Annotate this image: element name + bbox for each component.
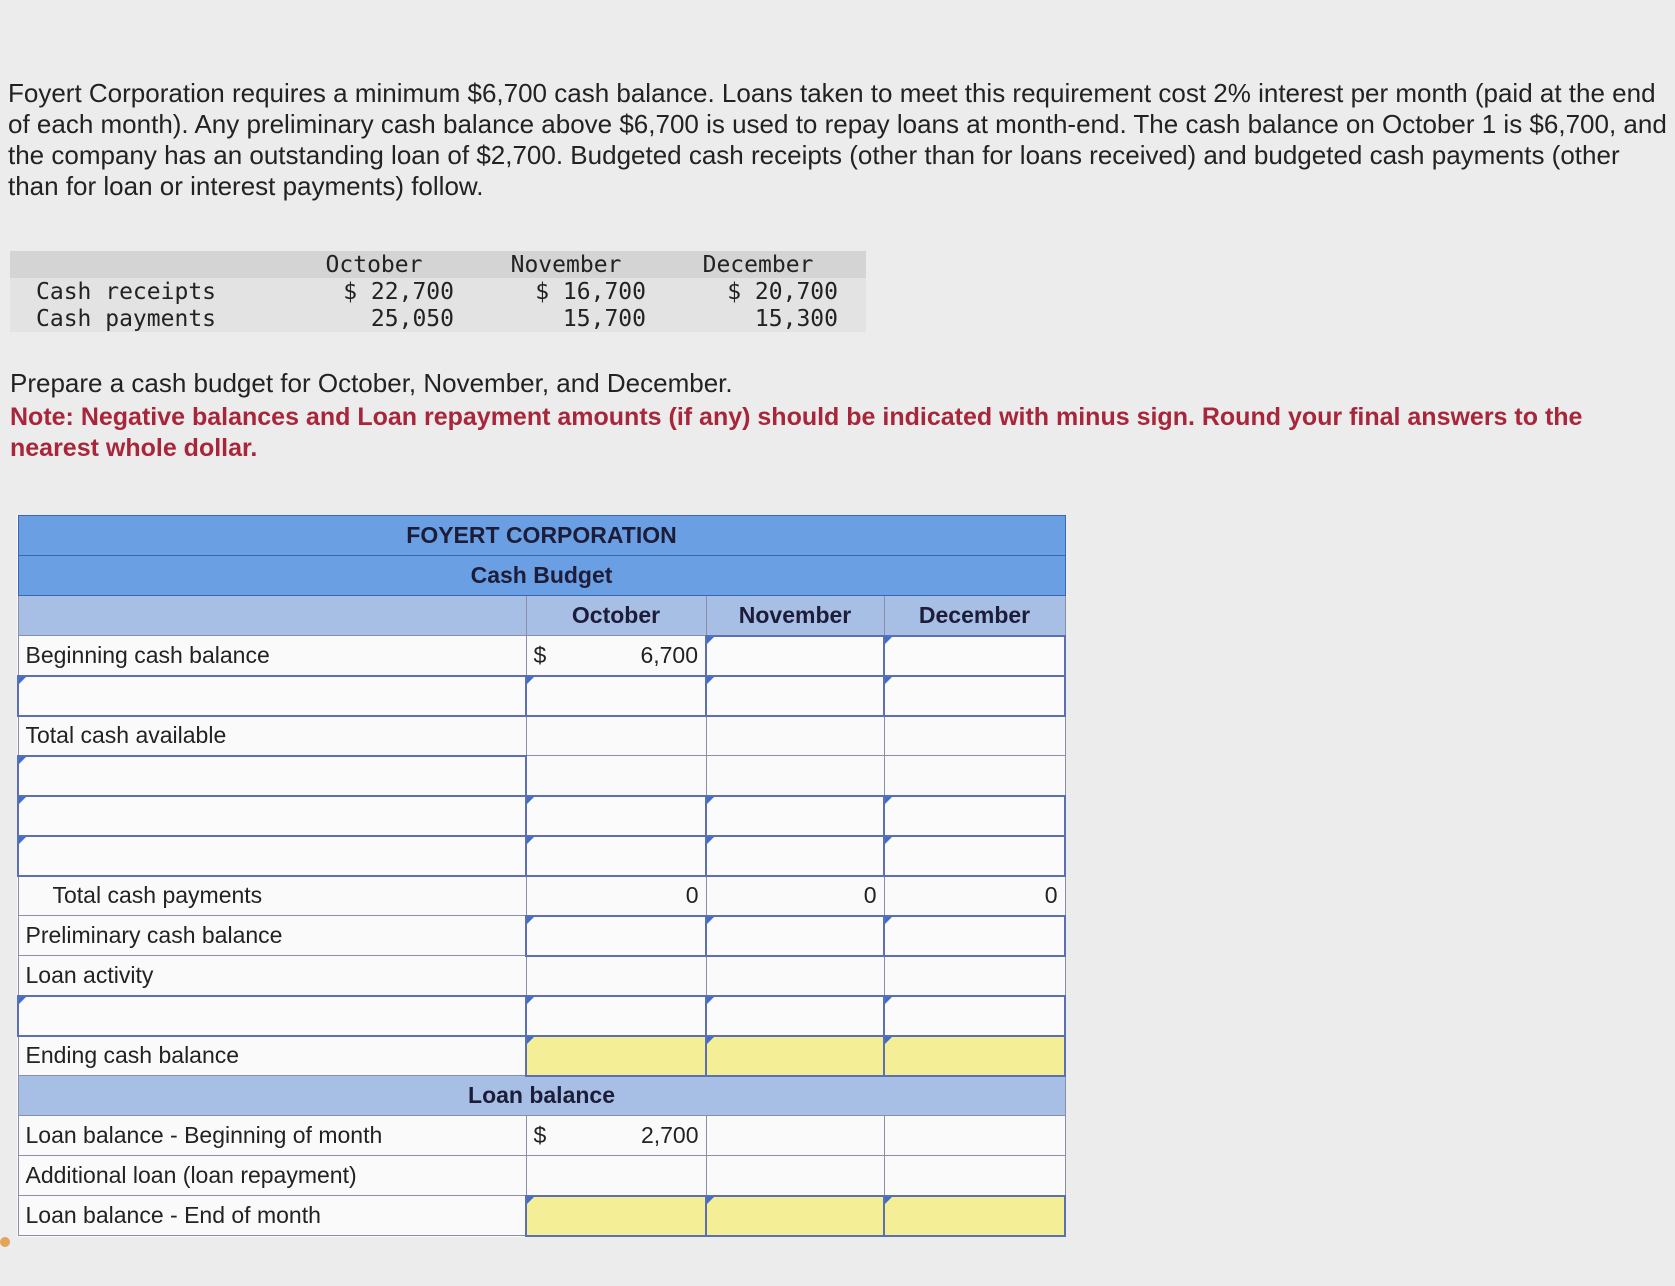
given-month-october: October — [290, 251, 482, 278]
beginning-cash-october: $ 6,700 — [526, 636, 706, 676]
preliminary-november-input[interactable] — [706, 916, 884, 956]
row-label: Additional loan (loan repayment) — [18, 1156, 526, 1196]
given-cell: 15,300 — [754, 305, 838, 332]
total-available-november — [706, 716, 884, 756]
loan-end-november-input[interactable] — [706, 1196, 884, 1236]
beginning-cash-december-input[interactable] — [884, 636, 1065, 676]
payment-october-input[interactable] — [526, 796, 706, 836]
preliminary-december-input[interactable] — [884, 916, 1065, 956]
row-loan-entry — [18, 996, 1065, 1036]
row-loan-begin — [18, 1116, 1065, 1156]
row-label: Ending cash balance — [18, 1036, 526, 1076]
given-row-label: Cash receipts — [36, 278, 217, 305]
loan-end-december-input[interactable] — [884, 1196, 1065, 1236]
payment-october-input[interactable] — [526, 836, 706, 876]
given-cell: $ 20,700 — [727, 278, 838, 305]
given-cell: $ 16,700 — [535, 278, 646, 305]
total-payments-december: 0 — [884, 876, 1065, 916]
loan-section-title: Loan balance — [18, 1076, 1065, 1116]
additional-loan-december — [884, 1156, 1065, 1196]
row-label: Total cash payments — [18, 876, 526, 916]
month-header-october: October — [526, 596, 706, 636]
note-text: Note: Negative balances and Loan repayment amounts (if any) should be indicated with minus sign. Round your final answers to the nearest whole dollar. — [10, 403, 1583, 462]
row-additional-loan — [18, 1156, 1065, 1196]
given-cell: $ 22,700 — [343, 278, 454, 305]
row-loan-activity — [18, 956, 1065, 996]
row-total-payments — [18, 876, 1065, 916]
row-payments-entry-1 — [18, 756, 1065, 796]
receipts-december-input[interactable] — [884, 676, 1065, 716]
problem-intro: Foyert Corporation requires a minimum $6,700 cash balance. Loans taken to meet this requirement cost 2% interest per month (paid at the end of each month). Any preliminary cash balance above $6,700 is used to repay loans at month-end. The cash balance on October 1 is $6,700, and the company has an outstanding loan of $2,700. Budgeted cash receipts (other than for loans received) and budgeted cash payments (other than for loan or interest payments) follow. — [8, 78, 1667, 201]
beginning-cash-november-input[interactable] — [706, 636, 884, 676]
payment-november-input[interactable] — [706, 836, 884, 876]
row-label: Loan balance - Beginning of month — [18, 1116, 526, 1156]
loan-begin-december — [884, 1116, 1065, 1156]
receipts-november-input[interactable] — [706, 676, 884, 716]
company-name: FOYERT CORPORATION — [18, 516, 1065, 556]
row-total-available — [18, 716, 1065, 756]
row-preliminary — [18, 916, 1065, 956]
given-month-november: November — [482, 251, 674, 278]
loan-activity-cell — [706, 956, 884, 996]
preliminary-october-input[interactable] — [526, 916, 706, 956]
month-header-december: December — [884, 596, 1065, 636]
given-row-receipts — [10, 278, 866, 305]
given-header-row — [10, 251, 866, 278]
row-label: Total cash available — [18, 716, 526, 756]
row-label: Loan activity — [18, 956, 526, 996]
payment-label-input[interactable] — [18, 796, 526, 836]
given-row-payments — [10, 305, 866, 332]
row-payments-entry-3 — [18, 836, 1065, 876]
payment-label-input[interactable] — [18, 836, 526, 876]
loan-activity-cell — [884, 956, 1065, 996]
given-data-table — [10, 251, 866, 332]
loan-october-input[interactable] — [526, 996, 706, 1036]
given-row-label: Cash payments — [36, 305, 217, 332]
row-beginning-cash — [18, 636, 1065, 676]
row-label: Loan balance - End of month — [18, 1196, 526, 1236]
loan-end-october-input[interactable] — [526, 1196, 706, 1236]
total-payments-october: 0 — [526, 876, 706, 916]
row-payments-entry-2 — [18, 796, 1065, 836]
ending-cash-october-input[interactable] — [526, 1036, 706, 1076]
row-receipts-entry — [18, 676, 1065, 716]
loan-activity-cell — [526, 956, 706, 996]
payment-cell — [706, 756, 884, 796]
given-cell: 25,050 — [370, 305, 454, 332]
payment-november-input[interactable] — [706, 796, 884, 836]
ending-cash-november-input[interactable] — [706, 1036, 884, 1076]
receipts-october-input[interactable] — [526, 676, 706, 716]
row-label: Preliminary cash balance — [18, 916, 526, 956]
payment-cell — [884, 756, 1065, 796]
total-payments-november: 0 — [706, 876, 884, 916]
row-ending-cash — [18, 1036, 1065, 1076]
additional-loan-november — [706, 1156, 884, 1196]
dollar-sign: $ — [533, 641, 547, 668]
payment-december-input[interactable] — [884, 796, 1065, 836]
budget-title: Cash Budget — [18, 556, 1065, 596]
given-month-december: December — [674, 251, 866, 278]
payment-label-input[interactable] — [18, 756, 526, 796]
instruction-text: Prepare a cash budget for October, November, and December. — [10, 368, 733, 398]
additional-loan-october — [526, 1156, 706, 1196]
row-label: Beginning cash balance — [18, 636, 526, 676]
cash-budget-table — [17, 515, 1066, 1237]
loan-label-input[interactable] — [18, 996, 526, 1036]
dollar-sign: $ — [533, 1122, 547, 1148]
row-loan-end — [18, 1196, 1065, 1236]
month-header-november: November — [706, 596, 884, 636]
total-available-december — [884, 716, 1065, 756]
loan-begin-november — [706, 1116, 884, 1156]
bullet-marker — [0, 1237, 10, 1247]
loan-november-input[interactable] — [706, 996, 884, 1036]
total-available-october — [526, 716, 706, 756]
payment-cell — [526, 756, 706, 796]
receipts-label-input[interactable] — [18, 676, 526, 716]
payment-december-input[interactable] — [884, 836, 1065, 876]
loan-december-input[interactable] — [884, 996, 1065, 1036]
loan-begin-october: $ 2,700 — [526, 1116, 706, 1156]
ending-cash-december-input[interactable] — [884, 1036, 1065, 1076]
given-cell: 15,700 — [562, 305, 646, 332]
